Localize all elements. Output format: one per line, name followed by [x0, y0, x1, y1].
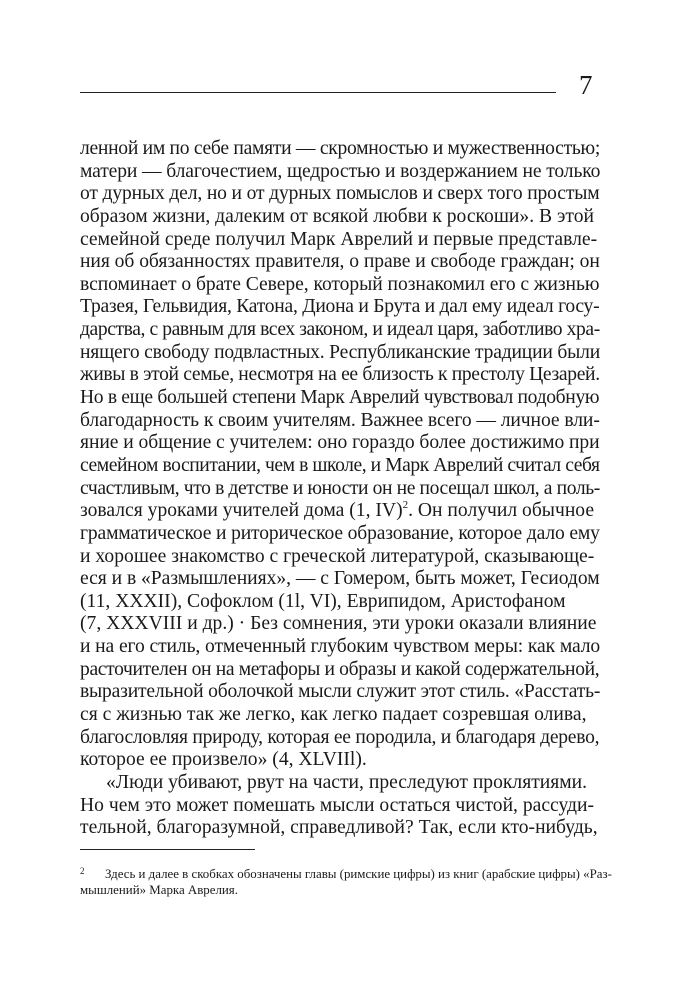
line-text-tail: . Он получил обычное — [408, 500, 595, 522]
text-line-with-footnote-ref — [80, 500, 600, 523]
text-line: образом жизни, далеким от всякой любви к роскоши». В этой — [80, 205, 594, 227]
text-line: и хорошее знакомство с греческой литературой, сказывающе- — [80, 545, 595, 567]
text-line: вспоминает о брате Севере, который познакомил его с жизнью — [80, 273, 600, 295]
text-line: живы в этой семье, несмотря на ее близость к престолу Цезарей. — [80, 364, 600, 386]
text-line: семейном воспитании, чем в школе, и Марк Аврелий считал себя — [80, 454, 600, 476]
line-text: зовался уроками учителей дома (1, IV) — [80, 500, 403, 522]
footnote-line: мышлений» Марка Аврелия. — [80, 883, 238, 897]
text-line: которое ее произвело» (4, XLVIIl). — [80, 749, 367, 771]
text-line: ния об обязанностях правителя, о праве и свободе граждан; он — [80, 251, 600, 273]
footnote — [80, 862, 612, 900]
text-line: дарства, с равным для всех законом, и идеал царя, заботливо хра- — [80, 319, 600, 341]
text-line: Но чем это может помешать мысли остаться чистой, рассуди- — [80, 794, 595, 816]
text-line: благодарность к своим учителям. Важнее всего — личное вли- — [80, 409, 600, 431]
text-line: счастливым, что в детстве и юности он не посещал школ, а поль- — [80, 477, 600, 499]
text-line: от дурных дел, но и от дурных помыслов и сверх того простым — [80, 183, 600, 205]
text-line: тельной, благоразумной, справедливой? Так, если кто-нибудь, — [80, 817, 598, 839]
text-line: расточителен он на метафоры и образы и какой содержательной, — [80, 658, 600, 680]
text-line: и на его стиль, отмеченный глубоким чувством меры: как мало — [80, 636, 601, 658]
footnote-rule — [80, 849, 255, 850]
footnote-text: Здесь и далее в скобках обозначены главы (римские цифры) из книг (арабские цифры) «Раз- — [105, 867, 612, 881]
text-line: грамматическое и риторическое образование, которое дало ему — [80, 522, 600, 544]
text-line-paragraph-start: «Люди убивают, рвут на части, преследуют проклятиями. — [106, 771, 588, 793]
main-text — [80, 138, 600, 840]
text-line: ленной им по себе памяти — скромностью и мужественностью; — [80, 138, 601, 159]
text-line: матери — благочестием, щедростью и воздержанием не только — [80, 160, 601, 182]
footnote-mark: 2 — [80, 866, 85, 876]
footnote-reference: 2 — [402, 499, 409, 512]
text-line: еся и в «Размышлениях», — с Гомером, быть может, Гесиодом — [80, 568, 600, 590]
text-line: Но в еще большей степени Марк Аврелий чувствовал подобную — [80, 387, 600, 409]
footnote-line — [80, 862, 612, 881]
text-line: (11, XXXII), Софоклом (1l, VI), Еврипидом, Аристофаном — [80, 590, 566, 612]
page-number: 7 — [579, 70, 593, 100]
text-line: выразительной оболочкой мысли служит этот стиль. «Расстать- — [80, 681, 601, 703]
text-line: (7, XXXVIII и др.) · Без сомнения, эти уроки оказали влияние — [80, 613, 597, 635]
text-line: ся с жизнью так же легко, как легко падает созревшая олива, — [80, 704, 587, 726]
text-line: семейной среде получил Марк Аврелий и первые представле- — [80, 228, 598, 250]
header-rule — [80, 92, 556, 93]
text-line: благословляя природу, которая ее породила, и благодаря дерево, — [80, 726, 600, 748]
text-line: Тразея, Гельвидия, Катона, Диона и Брута и дал ему идеал госу- — [80, 296, 600, 318]
text-line: нящего свободу подвластных. Республиканские традиции были — [80, 341, 600, 363]
text-line: яние и общение с учителем: оно гораздо более достижимо при — [80, 432, 600, 454]
